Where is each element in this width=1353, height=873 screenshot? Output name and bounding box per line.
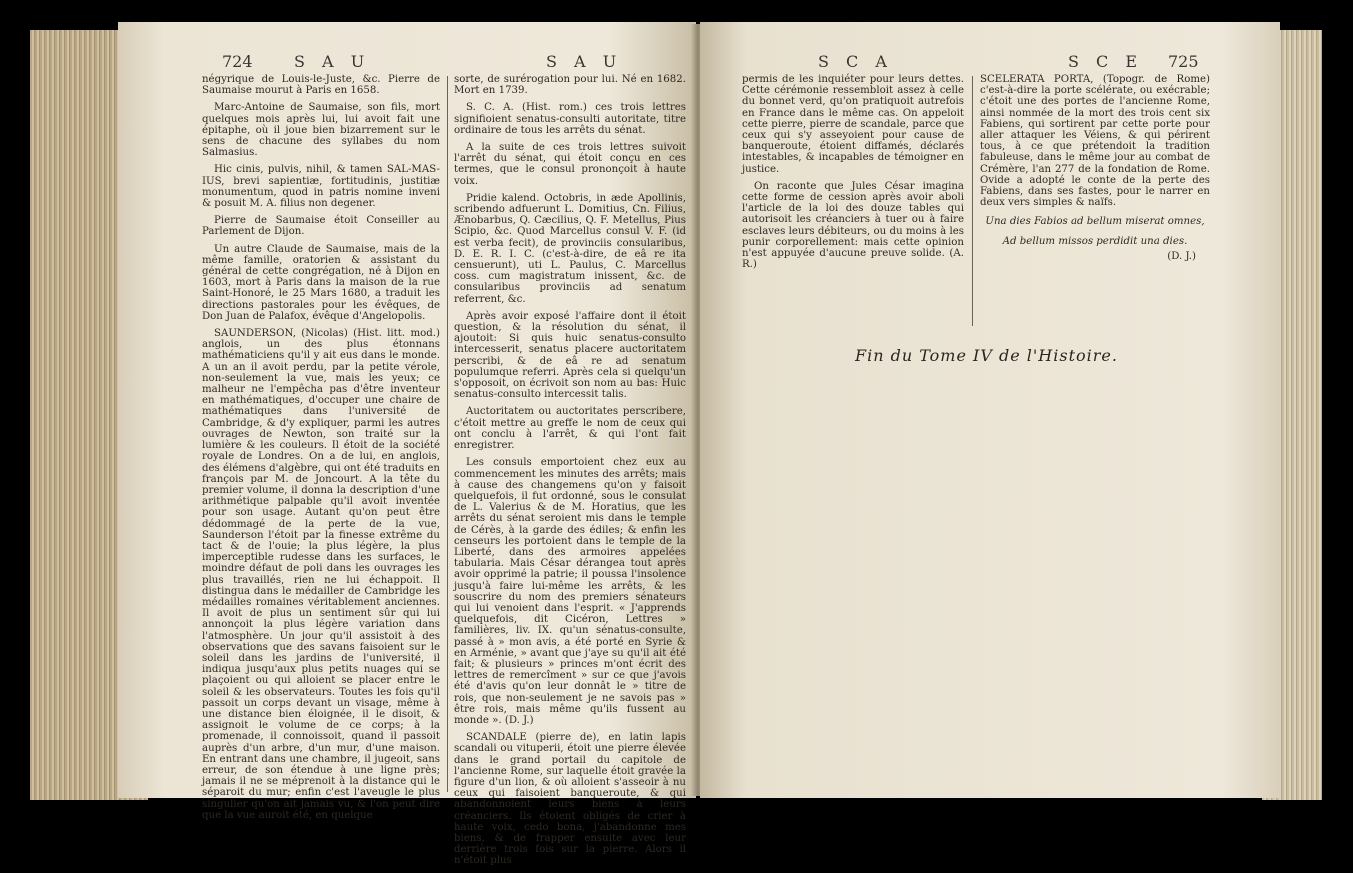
right-page-column-2 [980,74,1210,262]
page-number-left: 724 [222,52,253,71]
paragraph: sorte, de surérogation pour lui. Né en 1682. Mort en 1739. [454,74,686,97]
end-of-volume-caption: Fin du Tome IV de l'Histoire. [855,346,1118,365]
page-number-right: 725 [1168,52,1199,71]
right-page [700,22,1280,798]
running-head-right-col1: S C A [818,52,893,71]
ovid-quote-line-2: Ad bellum missos perdidit una dies. [1002,235,1188,247]
paragraph: Après avoir exposé l'affaire dont il étoit question, & la résolution du sénat, il ajoutoit: Si quis huic senatus-consulto intercesserit, senatus placere auctoritatem perscribi, & de eâ re ad senatum populumque referri. Après cela si quelqu'un s'opposoit, on écrivoit son nom au bas: Huic senatus-consulto intercessit talis. [454,310,686,401]
paragraph: A la suite de ces trois lettres suivoit l'arrêt du sénat, qui étoit conçu en ces termes, que le consul prononçoit à haute voix. [454,142,686,187]
paragraph: Pridie kalend. Octobris, in æde Apollinis, scribendo adfuerunt L. Domitius, Cn. Filius, Ænobarbus, Q. Cæcilius, Q. F. Metellus, Pius Scipio, &c. Quod Marcellus consul V. F. (id est verba fecit), de provinciis consularibus, D. E. R. I. C. (c'est-à-dire, de eâ re ita censuerunt), uti L. Paulus, C. Marcellus coss. cum magistratum inissent, &c. de consularibus provinciis ad senatum referrent, &c. [454,192,686,305]
right-page-column-1 [742,74,964,276]
left-page [118,22,696,867]
paragraph: Marc-Antoine de Saumaise, son fils, mort quelques mois après lui, lui avoit fait une épitaphe, où il joue bien bizarrement sur le sens de chacune des syllabes du nom Salmasius. [202,102,440,159]
paragraph: Auctoritatem ou auctoritates perscribere, c'étoit mettre au greffe le nom de ceux qui ont conclu à l'arrêt, & qui l'ont fait enregistrer. [454,406,686,452]
author-signature: (D. J.) [1167,250,1196,262]
paragraph: SCANDALE (pierre de), en latin lapis scandali ou vituperii, étoit une pierre élevée dans le grand portail du capitole de l'ancienne Rome, sur laquelle étoit gravée la figure d'un lion, & où alloient s'asseoir à nu ceux qui faisoient banqueroute, & qui abandonnoient leurs biens à leurs créanciers. Ils étoient obligés de crier à haute voix, cedo bona, j'abandonne mes biens, & de frapper ensuite avec leur derrière trois fois sur la pierre. Alors il n'étoit plus [454,732,686,867]
paragraph: Hic cinis, pulvis, nihil, & tamen SAL-MAS-IUS, brevi sapientiæ, fortitudinis, justitiæ monumentum, quod in patris nomine inveni & posuit M. A. filius non degener. [202,164,440,210]
paragraph: Les consuls emportoient chez eux au commencement les minutes des arrêts; mais à cause des changemens qu'on y faisoit quelquefois, il fut ordonné, sous le consulat de L. Valerius & de M. Horatius, que les arrêts du sénat seroient mis dans le temple de Cérès, à la garde des édiles; & enfin les censeurs les portoient dans le temple de la Liberté, dans des armoires appelées tabularia. Mais César dérangea tout après avoir opprimé la patrie; il poussa l'insolence jusqu'à faire lui-même les arrêts, & les souscrire du nom des premiers sénateurs qui lui venoient dans l'esprit. « J'apprends quelquefois, dit Cicéron, Lettres » familières, liv. IX. qu'un sénatus-consulte, passé à » mon avis, a été porté en Syrie & en Arménie, » avant que j'aye su qu'il ait été fait; & plusieurs » princes m'ont écrit des lettres de remercîment » sur ce que j'avois été d'avis qu'on leur donnât le » titre de rois, que non-seulement je ne savois pas » être rois, mais même qu'ils fussent au monde ». (D. J.) [454,457,686,726]
paragraph: Un autre Claude de Saumaise, mais de la même famille, oratorien & assistant du général de cette congrégation, né à Dijon en 1603, mort à Paris dans la maison de la rue Saint-Honoré, le 25 Mars 1680, a traduit les directions pastorales pour les évêques, de Don Juan de Palafox, évêque d'Angelopolis. [202,243,440,322]
paragraph: SAUNDERSON, (Nicolas) (Hist. litt. mod.) anglois, un des plus étonnans mathématiciens qu'il y ait eus dans le monde. A un an il avoit perdu, par la petite vérole, non-seulement la vue, mais les yeux; ce malheur ne l'empêcha pas d'être inventeur en mathématiques, d'occuper une chaire de mathématiques dans l'université de Cambridge, & d'y expliquer, parmi les autres ouvrages de Newton, son traité sur la lumière & les couleurs. Il étoit de la société royale de Londres. On a de lui, en anglois, des élémens d'algèbre, qui ont été traduits en françois par M. de Joncourt. A la tête du premier volume, il donna la description d'une arithmétique palpable qu'il avoit inventée pour son usage. Autant qu'on peut être dédommagé de la perte de la vue, Saunderson l'étoit par la finesse extrême du tact & de l'ouie; la plus légère, la plus imperceptible rudesse dans les surfaces, le moindre défaut de poli dans les ouvrages les plus travaillés, rien ne lui échappoit. Il distingua dans le médailler de Cambridge les médailles romaines véritablement anciennes. Il avoit de plus un sentiment sûr qui lui annonçoit la plus légère variation dans l'atmosphère. Un jour qu'il assistoit à des observations que des savans faisoient sur le soleil dans les jardins de l'université, il indiqua jusqu'aux plus petits nuages qui se plaçoient ou qui alloient se placer entre le soleil & les observateurs. Toutes les fois qu'il passoit un corps devant un visage, même à une distance bien éloignée, il le disoit, & assignoit le volume de ce corps; à la promenade, il connoissoit, quand il passoit auprès d'un arbre, d'un mur, d'une maison. En entrant dans une chambre, il jugeoit, sans erreur, de son étendue à une ligne près; jamais il ne se méprenoit à la distance qui le séparoit du mur; enfin c'est l'aveugle le plus singulier qu'on ait jamais vu, & l'on peut dire que la vue auroit été, en quelque [202,328,440,821]
column-divider-right [972,76,973,326]
paragraph: négyrique de Louis-le-Juste, &c. Pierre de Saumaise mourut à Paris en 1658. [202,74,440,97]
paragraph: Pierre de Saumaise étoit Conseiller au Parlement de Dijon. [202,215,440,238]
running-head-left-col1: S A U [294,52,371,71]
left-page-column-1 [202,74,440,827]
paragraph: On raconte que Jules César imagina cette forme de cession après avoir aboli l'article de la loi des douze tables qui autorisoit les créanciers à tuer ou à faire esclaves leurs débiteurs, ou du moins à les punir corporellement: mais cette opinion n'est appuyée d'aucune preuve solide. (A. R.) [742,180,964,271]
running-head-left-col2: S A U [546,52,623,71]
left-page-column-2 [454,74,686,873]
running-head-right-col2: S C E [1068,52,1144,71]
paragraph: S. C. A. (Hist. rom.) ces trois lettres signifioient senatus-consulti autoritate, titre ordinaire de tous les arrêts du sénat. [454,102,686,136]
paragraph: SCELERATA PORTA, (Topogr. de Rome) c'est-à-dire la porte scélérate, ou exécrable; c'étoit une des portes de l'ancienne Rome, ainsi nommée de la mort des trois cent six Fabiens, qui sortirent par cette porte pour aller attaquer les Véiens, & qui périrent tous, à ce que prétendoit la tradition fabuleuse, dans le même jour au combat de Crémère, l'an 277 de la fondation de Rome. Ovide a adopté le conte de la perte des Fabiens, dans ses fastes, pour le narrer en deux vers simples & naïfs. [980,74,1210,209]
column-divider [447,76,448,792]
paragraph: permis de les inquiéter pour leurs dettes. Cette cérémonie ressembloit assez à celle du bonnet verd, qu'on pratiquoit autrefois en France dans le même cas. On appeloit cette pierre, pierre de scandale, parce que ceux qui s'y asseyoient pour cause de banqueroute, étoient diffamés, déclarés intestables, & incapables de témoigner en justice. [742,74,964,175]
ovid-quote-line-1: Una dies Fabios ad bellum miserat omnes, [985,216,1205,228]
